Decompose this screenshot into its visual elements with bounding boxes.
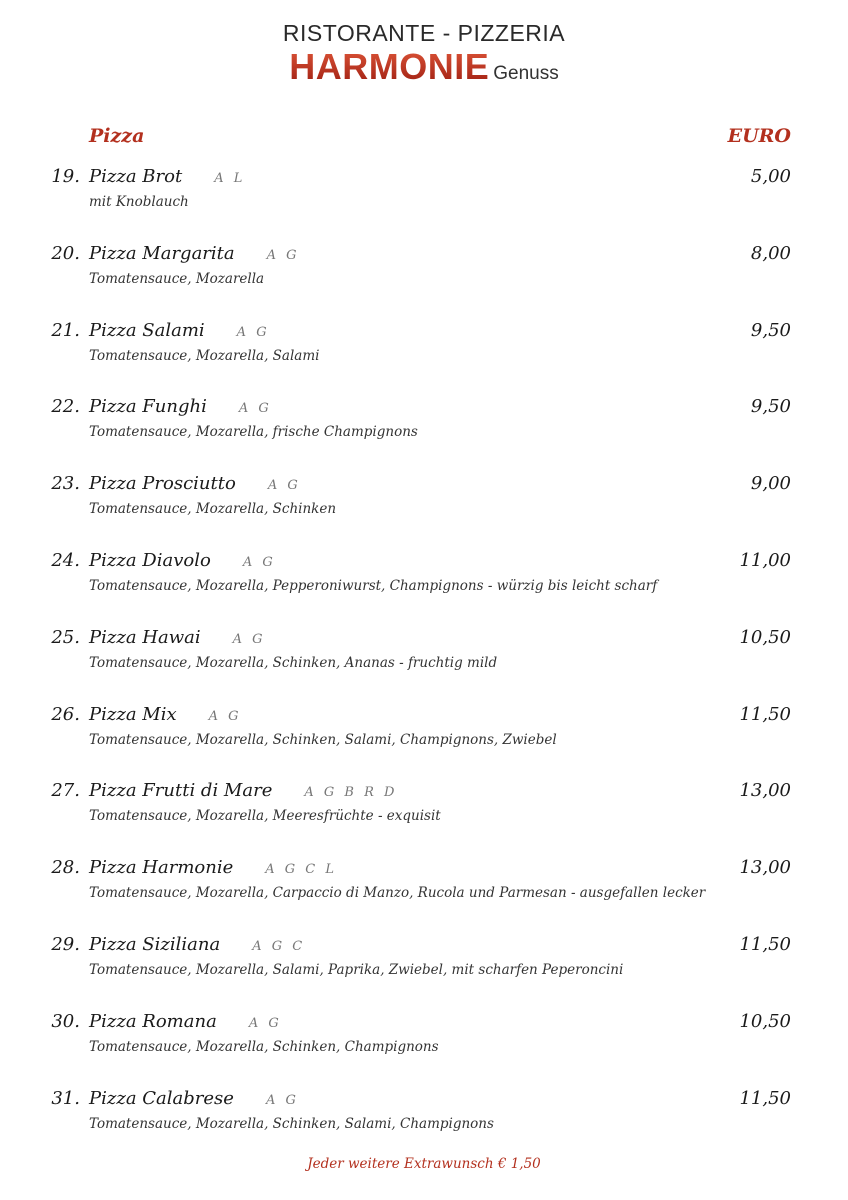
item-name-line	[89, 854, 337, 884]
item-description: Tomatensauce, Mozarella, Schinken	[89, 501, 337, 518]
brand-subtitle: Genuss	[493, 63, 559, 84]
menu-item	[0, 317, 848, 394]
menu-item-list	[0, 163, 848, 1161]
item-name: Pizza Frutti di Mare	[89, 780, 273, 802]
item-number: 20.	[51, 242, 80, 264]
extra-wish-note: Jeder weitere Extrawunsch € 1,50	[307, 1156, 541, 1172]
menu-item	[0, 547, 848, 624]
item-description: Tomatensauce, Mozarella, Salami	[89, 347, 320, 364]
menu-item	[0, 240, 848, 317]
menu-item	[0, 777, 848, 854]
item-name-line	[89, 240, 300, 270]
item-price: 8,00	[750, 242, 791, 264]
item-name: Pizza Hawai	[89, 626, 201, 648]
item-number: 24.	[51, 549, 80, 571]
item-name-line	[89, 931, 305, 961]
item-allergens: A G	[265, 1092, 299, 1108]
item-name-line	[89, 547, 276, 577]
item-allergens: A G	[242, 554, 276, 570]
item-description: Tomatensauce, Mozarella, Schinken, Salami, Champignons, Zwiebel	[89, 731, 557, 748]
brand-line	[0, 48, 848, 93]
menu-item	[0, 701, 848, 778]
item-price: 11,50	[739, 703, 791, 725]
item-name: Pizza Salami	[89, 319, 205, 341]
item-name: Pizza Siziliana	[89, 933, 221, 955]
section-title: Pizza	[89, 125, 145, 147]
item-price: 9,00	[750, 473, 791, 495]
item-price: 9,50	[750, 396, 791, 418]
menu-item	[0, 393, 848, 470]
menu-item	[0, 163, 848, 240]
item-price: 13,00	[739, 780, 791, 802]
item-number: 30.	[51, 1010, 80, 1032]
item-name-line	[89, 317, 270, 347]
item-allergens: A G	[267, 478, 301, 494]
item-name: Pizza Romana	[89, 1010, 217, 1032]
item-description: Tomatensauce, Mozarella	[89, 270, 265, 287]
item-price: 10,50	[739, 626, 791, 648]
item-number: 25.	[51, 626, 80, 648]
item-allergens: A L	[214, 171, 246, 186]
item-name: Pizza Diavolo	[89, 549, 211, 571]
item-number: 22.	[51, 396, 80, 418]
item-description: Tomatensauce, Mozarella, Schinken, Ananas - fruchtig mild	[89, 654, 498, 671]
item-number: 31.	[51, 1087, 80, 1109]
item-allergens: A G C	[252, 938, 306, 954]
item-description: Tomatensauce, Mozarella, Carpaccio di Manzo, Rucola und Parmesan - ausgefallen lecker	[89, 885, 706, 902]
item-description: Tomatensauce, Mozarella, Schinken, Champignons	[89, 1038, 439, 1055]
item-price: 13,00	[739, 857, 791, 879]
item-name: Pizza Mix	[89, 703, 177, 725]
menu-item	[0, 624, 848, 701]
brand-name: HARMONIE	[289, 46, 490, 87]
item-price: 11,50	[739, 933, 791, 955]
item-price: 10,50	[739, 1010, 791, 1032]
item-name-line	[89, 1008, 282, 1038]
item-name: Pizza Harmonie	[89, 857, 234, 879]
item-name: Pizza Calabrese	[89, 1087, 234, 1109]
item-allergens: A G	[232, 631, 266, 647]
item-price: 11,50	[739, 1087, 791, 1109]
item-name-line	[89, 701, 242, 731]
item-allergens: A G B R D	[304, 785, 398, 801]
menu-item	[0, 931, 848, 1008]
menu-item	[0, 1085, 848, 1162]
item-name: Pizza Prosciutto	[89, 473, 236, 495]
currency-header: EURO	[727, 125, 791, 147]
item-price: 11,00	[739, 549, 791, 571]
item-name-line	[89, 1085, 299, 1115]
item-name-line	[89, 470, 301, 500]
item-number: 21.	[51, 319, 80, 341]
menu-header	[0, 18, 848, 93]
restaurant-type: RISTORANTE - PIZZERIA	[282, 20, 566, 46]
item-number: 26.	[51, 703, 80, 725]
item-name-line	[89, 393, 272, 423]
item-description: Tomatensauce, Mozarella, Meeresfrüchte - exquisit	[89, 808, 441, 825]
menu-item	[0, 470, 848, 547]
item-description: Tomatensauce, Mozarella, frische Champignons	[89, 424, 418, 441]
item-name-line	[89, 777, 397, 807]
item-allergens: A G	[236, 324, 270, 340]
item-name: Pizza Funghi	[89, 396, 207, 418]
item-name: Pizza Brot	[89, 166, 183, 187]
item-description: Tomatensauce, Mozarella, Schinken, Salami, Champignons	[89, 1115, 494, 1132]
item-number: 19.	[51, 166, 80, 187]
item-name: Pizza Margarita	[89, 242, 235, 264]
item-price: 9,50	[750, 319, 791, 341]
menu-item	[0, 854, 848, 931]
item-allergens: A G	[248, 1015, 282, 1031]
item-allergens: A G	[266, 247, 300, 263]
item-allergens: A G	[208, 708, 242, 724]
item-number: 23.	[51, 473, 80, 495]
item-allergens: A G C L	[265, 862, 337, 878]
item-description: Tomatensauce, Mozarella, Salami, Paprika, Zwiebel, mit scharfen Peperoncini	[89, 961, 624, 978]
menu-item	[0, 1008, 848, 1085]
item-price: 5,00	[750, 166, 791, 187]
item-name-line	[89, 624, 266, 654]
item-allergens: A G	[238, 401, 272, 417]
item-number: 28.	[51, 857, 80, 879]
item-number: 27.	[51, 780, 80, 802]
item-description: Tomatensauce, Mozarella, Pepperoniwurst, Champignons - würzig bis leicht scharf	[89, 577, 658, 594]
item-name-line	[89, 163, 245, 193]
item-description: mit Knoblauch	[89, 194, 189, 210]
item-number: 29.	[51, 933, 80, 955]
